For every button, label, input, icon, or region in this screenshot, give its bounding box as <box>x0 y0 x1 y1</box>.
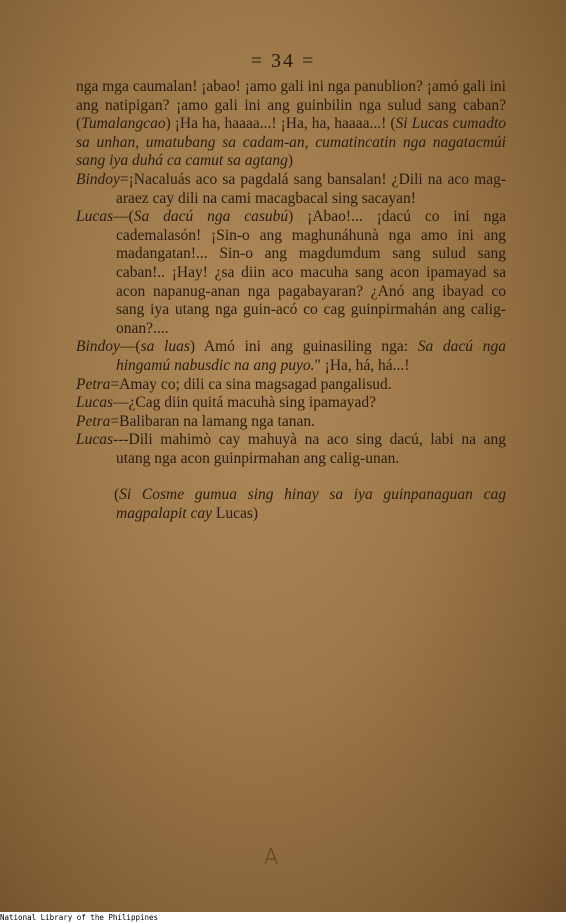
text-run: nga mga caumalan! ¡abao! ¡amo gali ini nga panublion? ¡amó gali ini ang natipigan? ¡amo gali ini ang guinbilin nga sulud sang caban? ( <box>76 78 506 133</box>
speaker-name: Bindoy <box>76 170 120 188</box>
speaker-name: Petra <box>76 375 111 393</box>
italic-run: Si Lucas cumadto sa unhan, umatubang sa cadam-an, cumatincatin nga nagatacmúi sang iya duhá ca camut sa agtang <box>76 115 507 170</box>
dialogue-line <box>76 376 506 395</box>
library-credit: National Library of the Philippines <box>0 913 159 922</box>
italic-run: sa luas <box>140 338 190 356</box>
text-run: =Amay co; dili ca sina magsagad pangalisud. <box>110 375 392 393</box>
text-run: " ¡Ha, há, há...! <box>314 356 410 374</box>
dialogue-line <box>76 431 506 468</box>
italic-run: Sa dacú nga hingamú nabusdic na ang puyo. <box>116 338 506 374</box>
speaker-name: Lucas <box>76 208 114 226</box>
dialogue-line <box>76 171 506 208</box>
text-run: ---Dili mahimò cay mahuyà na aco sing dacú, labi na ang utang nga acon guinpirmahan ang calig-unan. <box>113 431 506 467</box>
ink-mark-icon <box>262 846 280 866</box>
text-run: ) <box>287 152 293 170</box>
speaker-name: Petra <box>76 412 111 430</box>
text-run: Lucas) <box>212 505 259 523</box>
text-run: =Balibaran na lamang nga tanan. <box>110 412 316 430</box>
text-run: ( <box>114 486 120 504</box>
speaker-name: Lucas <box>76 394 114 412</box>
page-number: = 34 = <box>250 50 316 72</box>
stage-direction <box>76 486 506 523</box>
dialogue-line <box>76 413 506 432</box>
continued-text <box>76 78 506 171</box>
italic-run: Tumalangcao <box>81 115 166 133</box>
dialogue-line <box>76 338 506 375</box>
text-run: —( <box>113 208 134 226</box>
text-run: ) ¡Ha ha, haaaa...! ¡Ha, ha, haaaa...! ( <box>165 115 396 133</box>
dialogue-line <box>76 208 506 338</box>
text-run: —¿Cag diin quitá macuhà sing ipamayad? <box>113 394 377 412</box>
text-run: ) Amó ini ang guinasiling nga: <box>189 338 418 356</box>
italic-run: Si Cosme gumua sing hinay sa iya guinpanaguan cag magpalapit cay <box>116 486 506 523</box>
italic-run: Sa dacú nga casubú <box>133 208 289 226</box>
text-run: =¡Nacaluás aco sa pagdalá sang bansalan! ¿Dili na aco mag-araez cay dili na cami macagbacal sing sacayan! <box>116 170 506 207</box>
text-run: —( <box>119 338 141 356</box>
text-run: ) ¡Abao!... ¡dacú co ini nga cademalasón! ¡Sin-o ang maghunáhunà nga amo ini ang madangatan!... Sin-o ang magdumdum sang sulud sang caban!.. ¡Hay! ¿sa diin aco macuha sang acon ipamayad sa acon napanug-anan nga pagabayaran? ¿Anó ang ibayad co sang iya utang nga guin-acó co cag guinpirmahán ang calig-onan?.... <box>116 208 506 337</box>
script-text <box>76 78 506 524</box>
dialogue-line <box>76 394 506 413</box>
speaker-name: Lucas <box>76 431 114 449</box>
speaker-name: Bindoy <box>76 338 120 356</box>
